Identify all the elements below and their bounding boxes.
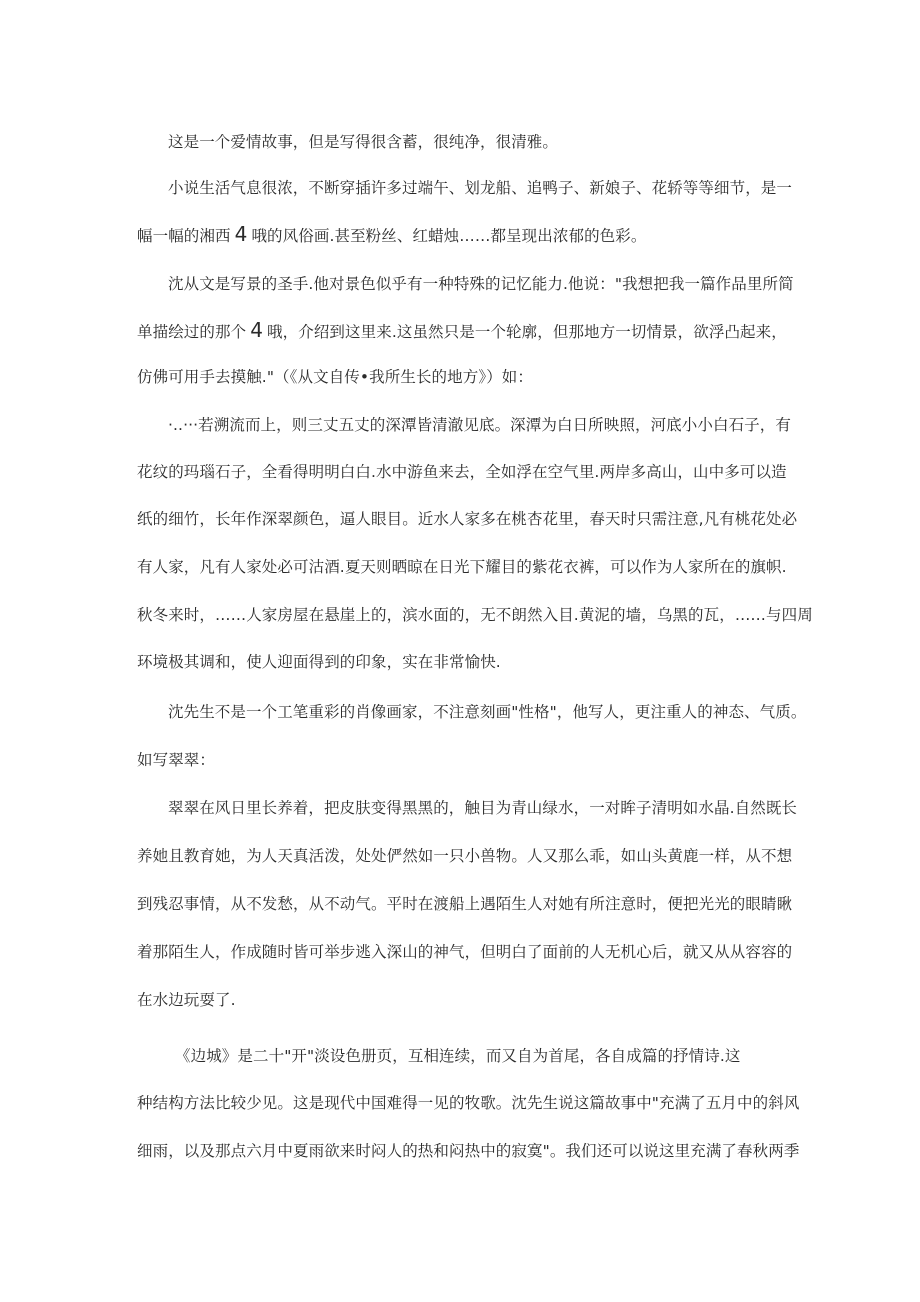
text-line-2: 小说生活气息很浓，不断穿插许多过端午、划龙船、追鸭子、新娘子、花轿等等细节，是一	[168, 179, 793, 197]
text-line-3	[137, 223, 817, 247]
text-line-1: 这是一个爱情故事，但是写得很含蓄，很纯净，很清雅。	[168, 133, 559, 151]
text-line-11: 秋冬来时，……人家房屋在悬崖上的，滨水面的，无不朗然入目.黄泥的墙，乌黑的瓦，……与四周	[137, 606, 813, 624]
text-line-5	[137, 319, 817, 343]
text-line-7: ·..···若溯流而上，则三丈五丈的深潭皆清澈见底。深潭为白日所映照，河底小小白石子，有	[168, 416, 791, 434]
text-line-13: 沈先生不是一个工笔重彩的肖像画家，不注意刻画"性格"，他写人，更注重人的神态、气质。	[168, 703, 807, 721]
text-line-16: 养她且教育她，为人天真活泼，处处俨然如一只小兽物。人又那么乖，如山头黄鹿一样，从不想	[137, 847, 793, 865]
text-line-15: 翠翠在风日里长养着，把皮肤变得黑黑的，触目为青山绿水，一对眸子清明如水晶.自然既长	[168, 799, 798, 817]
text-line-21: 种结构方法比较少见。这是现代中国难得一见的牧歌。沈先生说这篇故事中"充满了五月中的斜风	[137, 1094, 800, 1112]
text-line-4: 沈从文是写景的圣手.他对景色似乎有一种特殊的记忆能力.他说："我想把我一篇作品里所简	[168, 275, 794, 293]
text-segment: 哦的风俗画.甚至粉丝、红蜡烛……都呈现出浓郁的色彩。	[251, 227, 647, 245]
text-line-19: 在水边玩耍了.	[137, 991, 236, 1009]
text-digit: 4	[234, 222, 248, 246]
text-segment: 哦，介绍到这里来.这虽然只是一个轮廓，但那地方一切情景，欲浮凸起来，	[267, 323, 787, 341]
text-line-14: 如写翠翠：	[137, 751, 216, 769]
text-segment: 单描绘过的那个	[137, 323, 247, 341]
text-digit: 4	[250, 318, 264, 342]
text-line-17: 到残忍事情，从不发愁，从不动气。平时在渡船上遇陌生人对她有所注意时，便把光光的眼睛瞅	[137, 895, 793, 913]
text-segment: 幅一幅的湘西	[137, 227, 231, 245]
text-line-22: 细雨，以及那点六月中夏雨欲来时闷人的热和闷热中的寂寞"。我们还可以说这里充满了春秋两季	[137, 1142, 800, 1160]
text-line-8: 花纹的玛瑙石子，全看得明明白白.水中游鱼来去，全如浮在空气里.两岸多高山，山中多可以造	[137, 463, 787, 481]
text-line-9: 纸的细竹，长年作深翠颜色，逼人眼目。近水人家多在桃杏花里，春天时只需注意,凡有桃花处必	[137, 510, 798, 528]
text-line-18: 着那陌生人，作成随时皆可举步逃入深山的神气，但明白了面前的人无机心后，就又从从容容的	[137, 943, 793, 961]
text-line-12: 环境极其调和，使人迎面得到的印象，实在非常愉快.	[137, 653, 501, 671]
text-line-6: 仿佛可用手去摸触."（《从文自传•我所生长的地方》）如：	[137, 368, 534, 386]
text-line-10: 有人家，凡有人家处必可沽酒.夏天则晒晾在日光下耀目的紫花衣裤，可以作为人家所在的旗帜.	[137, 558, 787, 576]
text-line-20: 《边城》是二十"开"淡设色册页，互相连续，而又自为首尾，各自成篇的抒情诗.这	[175, 1047, 741, 1065]
